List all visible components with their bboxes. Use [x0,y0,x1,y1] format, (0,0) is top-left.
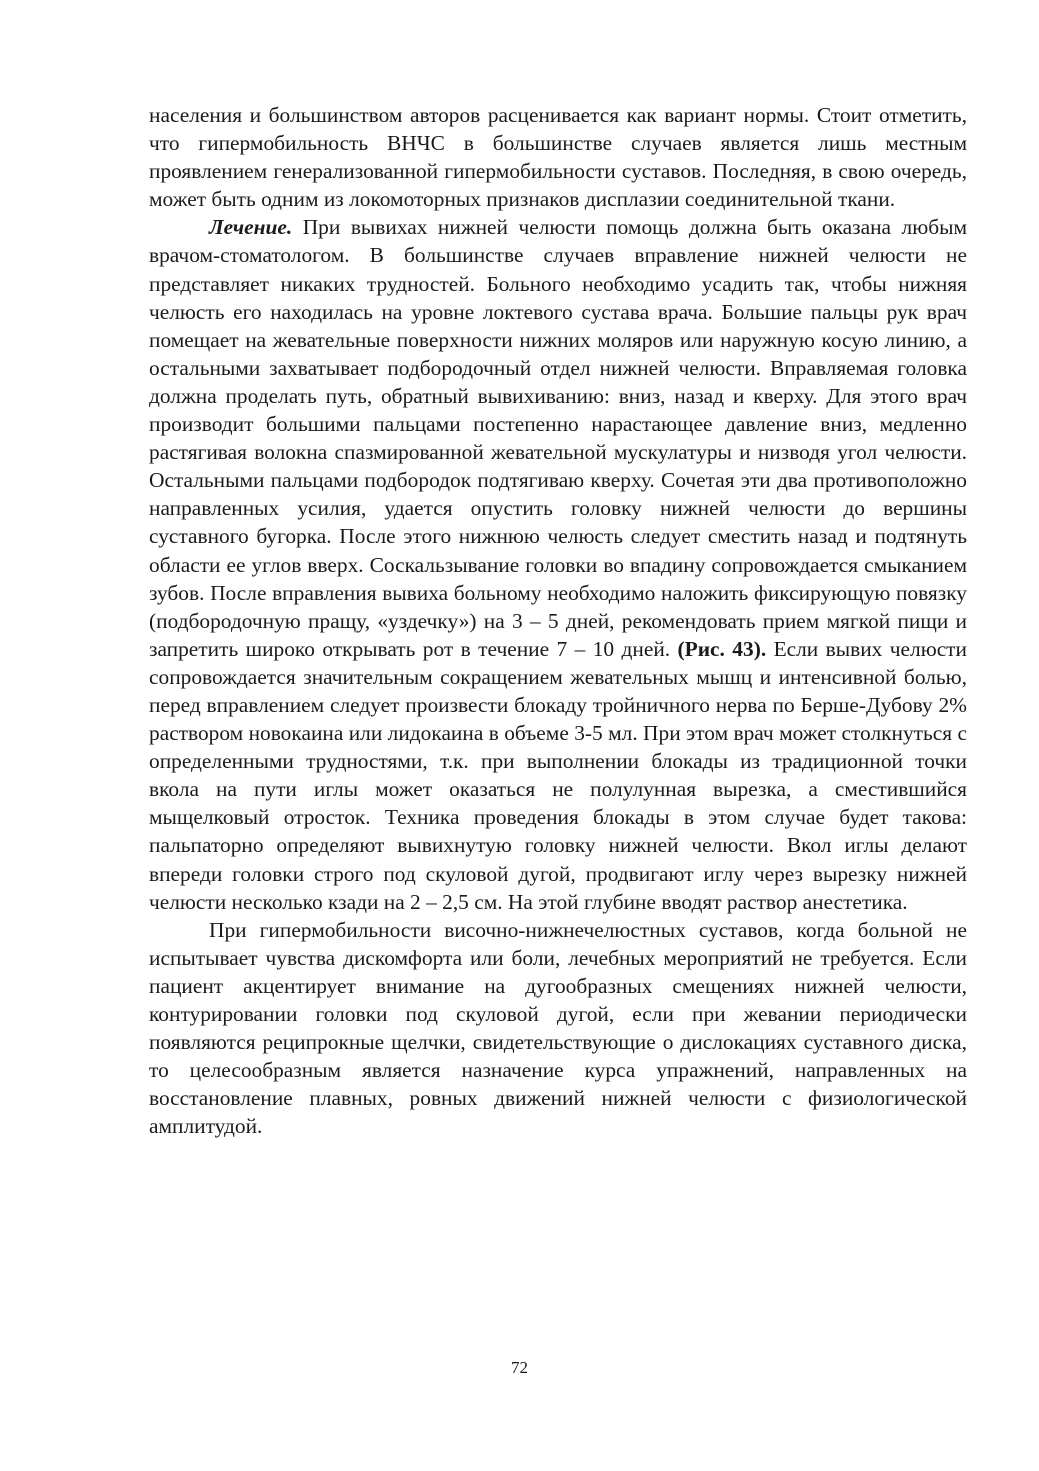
figure-reference: (Рис. 43). [677,636,767,661]
paragraph-continuation: населения и большинством авторов расценивается как вариант нормы. Стоит отметить, что гипермобильность ВНЧС в большинстве случаев является лишь местным проявлением генерализованной гипермобильности суставов. Последняя, в свою очередь, может быть одним из локомоторных признаков дисплазии соединительной ткани. [149,103,967,212]
paragraph-treatment-text-1: При вывихах нижней челюсти помощь должна быть оказана любым врачом-стоматологом. В большинстве случаев вправление нижней челюсти не представляет никаких трудностей. Больного необходимо усадить так, чтобы нижняя челюсть его находилась на уровне локтевого сустава врача. Большие пальцы рук врач помещает на жевательные поверхности нижних моляров или наружную косую линию, а остальными захватывает подбородочный отдел нижней челюсти. Вправляемая головка должна проделать путь, обратный вывихиванию: вниз, назад и кверху. Для этого врач производит большими пальцами постепенно нарастающее давление вниз, медленно растягивая волокна спазмированной жевательной мускулатуры и низводя угол челюсти. Остальными пальцами подбородок подтягиваю кверху. Сочетая эти два противоположно направленных усилия, удается опустить головку нижней челюсти до вершины суставного бугорка. После этого нижнюю челюсть следует сместить назад и подтянуть области ее углов вверх. Соскальзывание головки во впадину сопровождается смыканием зубов. После вправления вывиха больному необходимо наложить фиксирующую повязку (подбородочную пращу, «уздечку») на 3 – 5 дней, рекомендовать прием мягкой пищи и запретить широко открывать рот в течение 7 – 10 дней. [149,215,967,661]
paragraph-treatment-text-2: Если вывих челюсти сопровождается значительным сокращением жевательных мышц и интенсивной болью, перед вправлением следует произвести блокаду тройничного нерва по Берше-Дубову 2% раствором новокаина или лидокаина в объеме 3-5 мл. При этом врач может столкнуться с определенными трудностями, т.к. при выполнении блокады из традиционной точки вкола на пути иглы может оказаться не полулунная вырезка, а сместившийся мыщелковый отросток. Техника проведения блокады в этом случае будет такова: пальпаторно определяют вывихнутую головку нижней челюсти. Вкол иглы делают впереди головки строго под скуловой дугой, продвигают иглу через вырезку нижней челюсти несколько кзади на 2 – 2,5 см. На этой глубине вводят раствор анестетика. [149,636,967,914]
page-body [149,101,967,1140]
section-lead-treatment: Лечение. [209,215,293,240]
page-number: 72 [511,1358,528,1377]
paragraph-treatment [149,213,967,915]
paragraph-hypermobility: При гипермобильности височно-нижнечелюстных суставов, когда больной не испытывает чувства дискомфорта или боли, лечебных мероприятий не требуется. Если пациент акцентирует внимание на дугообразных смещениях нижней челюсти, контурировании головки под скуловой дугой, если при жевании периодически появляются реципрокные щелчки, свидетельствующие о дислокациях суставного диска, то целесообразным является назначение курса упражнений, направленных на восстановление плавных, ровных движений нижней челюсти с физиологической амплитудой. [149,917,967,1139]
